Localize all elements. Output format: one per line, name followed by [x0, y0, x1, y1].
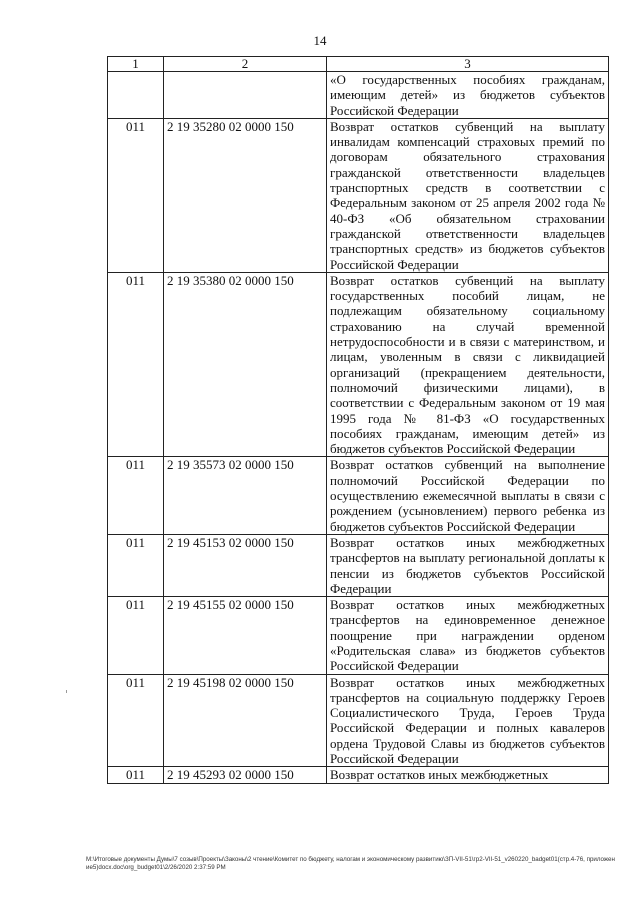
budget-codes-table	[107, 56, 609, 784]
kbk-code-cell: 2 19 45293 02 0000 150	[164, 767, 327, 783]
description-cell: Возврат остатков субвенций на выплату государственных пособий лицам, не подлежащим обязательному социальному страхованию на случай временной нетрудоспособности и в связи с материнством, и лицам, уволенным в связи с ликвидацией организаций (прекращением деятельности, полномочий физическими лицами), в соответствии с Федеральным законом от 19 мая 1995 года № 81-ФЗ «О государственных пособиях гражданам, имеющим детей» из бюджетов субъектов Российской Федерации	[327, 272, 609, 457]
header-col-1: 1	[108, 57, 164, 72]
table-row	[108, 597, 609, 674]
admin-code-cell: 011	[108, 272, 164, 457]
kbk-code-cell: 2 19 45155 02 0000 150	[164, 597, 327, 674]
table-row	[108, 767, 609, 783]
continuation-code-cell	[108, 72, 164, 119]
kbk-code-cell: 2 19 35280 02 0000 150	[164, 118, 327, 272]
scan-margin-mark	[66, 690, 67, 693]
admin-code-cell: 011	[108, 118, 164, 272]
admin-code-cell: 011	[108, 457, 164, 534]
admin-code-cell: 011	[108, 597, 164, 674]
description-cell: Возврат остатков иных межбюджетных трансфертов на единовременное денежное поощрение при награждении орденом «Родительская слава» из бюджетов субъектов Российской Федерации	[327, 597, 609, 674]
description-cell: Возврат остатков иных межбюджетных трансфертов на социальную поддержку Героев Социалистического Труда, Героев Труда Российской Федерации и полных кавалеров ордена Трудовой Славы из бюджетов субъектов Российской Федерации	[327, 674, 609, 767]
kbk-code-cell: 2 19 45198 02 0000 150	[164, 674, 327, 767]
admin-code-cell: 011	[108, 767, 164, 783]
admin-code-cell: 011	[108, 534, 164, 596]
table-row	[108, 674, 609, 767]
table-row	[108, 457, 609, 534]
admin-code-cell: 011	[108, 674, 164, 767]
table-row	[108, 118, 609, 272]
header-col-2: 2	[164, 57, 327, 72]
table-row-continuation	[108, 72, 609, 119]
kbk-code-cell: 2 19 45153 02 0000 150	[164, 534, 327, 596]
table-row	[108, 534, 609, 596]
header-col-3: 3	[327, 57, 609, 72]
page-number: 14	[313, 33, 327, 48]
table-row	[108, 272, 609, 457]
description-cell: Возврат остатков субвенций на выполнение полномочий Российской Федерации по осуществлению ежемесячной выплаты в связи с рождением (усыновлением) первого ребенка из бюджетов субъектов Российской Федерации	[327, 457, 609, 534]
table-header-row	[108, 57, 609, 72]
description-cell: Возврат остатков иных межбюджетных	[327, 767, 609, 783]
document-path-footer: M:\Итоговые документы Думы\7 созыв\Проекты\Законы\2 чтение\Комитет по бюджету, налогам и экономическому развитию\ЗП-VII-51\гр2-VII-51_v260220_badget01(стр.4-76, приложение5)docx.doc\org_budget01\2/26/2020 2:37:59 PM	[86, 856, 615, 871]
continuation-kbk-cell	[164, 72, 327, 119]
kbk-code-cell: 2 19 35573 02 0000 150	[164, 457, 327, 534]
continuation-description: «О государственных пособиях гражданам, имеющим детей» из бюджетов субъектов Российской Федерации	[327, 72, 609, 119]
description-cell: Возврат остатков иных межбюджетных трансфертов на выплату региональной доплаты к пенсии из бюджетов субъектов Российской Федерации	[327, 534, 609, 596]
description-cell: Возврат остатков субвенций на выплату инвалидам компенсаций страховых премий по договорам обязательного страхования гражданской ответственности владельцев транспортных средств в соответствии с Федеральным законом от 25 апреля 2002 года № 40-ФЗ «Об обязательном страховании гражданской ответственности владельцев транспортных средств» из бюджетов субъектов Российской Федерации	[327, 118, 609, 272]
kbk-code-cell: 2 19 35380 02 0000 150	[164, 272, 327, 457]
